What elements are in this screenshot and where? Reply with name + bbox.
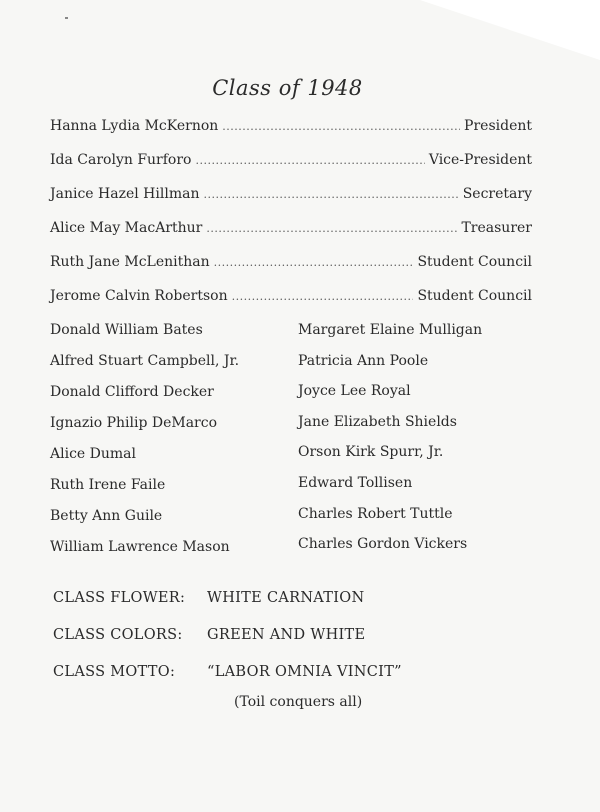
member-name: Ruth Irene Faile	[50, 477, 166, 493]
paper-speck	[65, 17, 68, 19]
officers-list	[50, 118, 532, 322]
page-title: Class of 1948	[212, 76, 363, 100]
member-name: Charles Robert Tuttle	[298, 505, 453, 522]
members-list	[50, 322, 540, 570]
member-name: Donald William Bates	[50, 322, 203, 338]
member-name: Ignazio Philip DeMarco	[50, 415, 218, 431]
officer-name: Ida Carolyn Furforo	[50, 152, 192, 168]
dot-leader	[214, 256, 414, 269]
officer-name: Ruth Jane McLenithan	[50, 254, 210, 270]
members-column-right	[298, 322, 482, 570]
member-name: Alfred Stuart Campbell, Jr.	[50, 353, 240, 369]
member-name: Edward Tollisen	[298, 474, 413, 491]
dot-leader	[206, 222, 457, 235]
member-name: Alice Dumal	[50, 446, 136, 462]
class-flower-label: CLASS FLOWER:	[53, 590, 186, 606]
members-column-left	[50, 322, 298, 570]
officer-role: Secretary	[462, 186, 532, 202]
member-name: William Lawrence Mason	[50, 539, 230, 555]
member-name: Margaret Elaine Mulligan	[298, 322, 483, 338]
member-name: Betty Ann Guile	[50, 508, 163, 524]
officer-role: Student Council	[417, 254, 532, 270]
class-flower-row	[53, 590, 553, 627]
officer-role: President	[464, 118, 532, 134]
member-name: Orson Kirk Spurr, Jr.	[298, 444, 444, 461]
member-name: Joyce Lee Royal	[298, 383, 411, 400]
officer-row	[50, 254, 532, 288]
officer-role: Vice-President	[428, 152, 532, 168]
torn-page-corner	[420, 0, 600, 60]
dot-leader	[222, 120, 460, 133]
class-colors-label: CLASS COLORS:	[53, 627, 183, 643]
officer-row	[50, 118, 532, 152]
member-name: Donald Clifford Decker	[50, 384, 214, 400]
member-name: Charles Gordon Vickers	[298, 536, 468, 553]
officer-role: Student Council	[417, 288, 532, 304]
officer-name: Janice Hazel Hillman	[50, 186, 200, 202]
officer-row	[50, 220, 532, 254]
member-name: Patricia Ann Poole	[298, 352, 429, 369]
class-colors-value: GREEN AND WHITE	[207, 627, 366, 643]
member-name: Jane Elizabeth Shields	[298, 413, 457, 430]
class-colors-row	[53, 627, 553, 664]
class-motto-label: CLASS MOTTO:	[53, 664, 176, 680]
officer-name: Alice May MacArthur	[50, 220, 203, 236]
dot-leader	[232, 290, 414, 303]
officer-row	[50, 152, 532, 186]
class-flower-value: WHITE CARNATION	[207, 590, 365, 606]
officer-name: Jerome Calvin Robertson	[50, 288, 228, 304]
dot-leader	[203, 188, 458, 201]
class-info	[53, 590, 553, 701]
officer-name: Hanna Lydia McKernon	[50, 118, 219, 134]
officer-row	[50, 186, 532, 220]
officer-row	[50, 288, 532, 322]
dot-leader	[195, 154, 424, 167]
motto-translation: (Toil conquers all)	[234, 694, 363, 710]
officer-role: Treasurer	[461, 220, 532, 236]
class-motto-value: “LABOR OMNIA VINCIT”	[207, 664, 402, 680]
